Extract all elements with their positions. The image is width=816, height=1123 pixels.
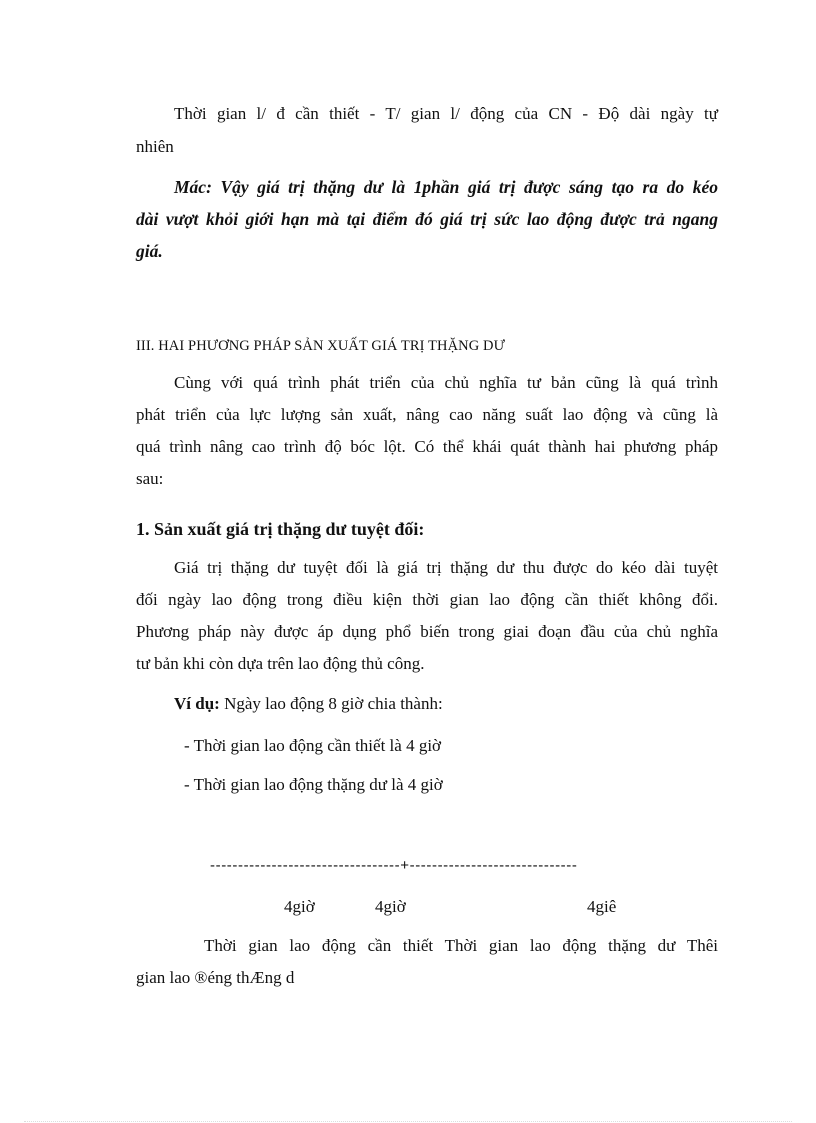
mac-quote-line: dài vượt khỏi giới hạn mà tại điểm đó giá trị sức lao động được trả ngang xyxy=(136,209,718,229)
paragraph-line: Cùng với quá trình phát triển của chủ nghĩa tư bản cũng là quá trình xyxy=(174,373,718,392)
mac-label: Mác: xyxy=(174,177,212,197)
timeline-dash-line: ----------------------------------+------------------------------ xyxy=(210,857,578,874)
paragraph-line: sau: xyxy=(136,469,164,488)
hours-label: 4giờ xyxy=(284,897,315,916)
paragraph-line: phát triển của lực lượng sản xuất, nâng cao năng suất lao động và cũng là xyxy=(136,405,718,424)
page-bottom-rule xyxy=(24,1121,792,1122)
paragraph-line: đối ngày lao động trong điều kiện thời gian lao động cần thiết không đổi. xyxy=(136,590,718,609)
text-line: Thời gian l/ đ cần thiết - T/ gian l/ động của CN - Độ dài ngày tự xyxy=(174,104,718,123)
mac-quote-text: Vậy giá trị thặng dư là 1phần giá trị được sáng tạo ra do kéo xyxy=(220,177,719,197)
example-text: Ngày lao động 8 giờ chia thành: xyxy=(224,694,443,713)
example-line xyxy=(174,693,718,715)
paragraph-line: Giá trị thặng dư tuyệt đối là giá trị thặng dư thu được do kéo dài tuyệt xyxy=(174,558,718,577)
hours-label: 4giờ xyxy=(375,897,406,916)
paragraph-line: Phương pháp này được áp dụng phổ biến trong giai đoạn đầu của chủ nghĩa xyxy=(136,622,718,641)
text-line: nhiên xyxy=(136,137,174,156)
mac-quote-line xyxy=(174,176,718,198)
bullet-item: - Thời gian lao động thặng dư là 4 giờ xyxy=(184,775,443,794)
mac-quote-line: giá. xyxy=(136,241,163,261)
paragraph-line: tư bản khi còn dựa trên lao động thủ công. xyxy=(136,654,425,673)
caption-line: gian lao ®éng thÆng d xyxy=(136,968,295,987)
paragraph-line: quá trình nâng cao trình độ bóc lột. Có thể khái quát thành hai phương pháp xyxy=(136,437,718,456)
section-heading: III. HAI PHƯƠNG PHÁP SẢN XUẤT GIÁ TRỊ THẶNG DƯ xyxy=(136,338,505,354)
example-label: Ví dụ: xyxy=(174,694,220,713)
bullet-item: - Thời gian lao động cần thiết là 4 giờ xyxy=(184,736,442,755)
sub-heading: 1. Sản xuất giá trị thặng dư tuyệt đối: xyxy=(136,519,425,539)
hours-label: 4giê xyxy=(587,897,617,916)
caption-line: Thời gian lao động cần thiết Thời gian lao động thặng dư Thêi xyxy=(204,936,718,955)
